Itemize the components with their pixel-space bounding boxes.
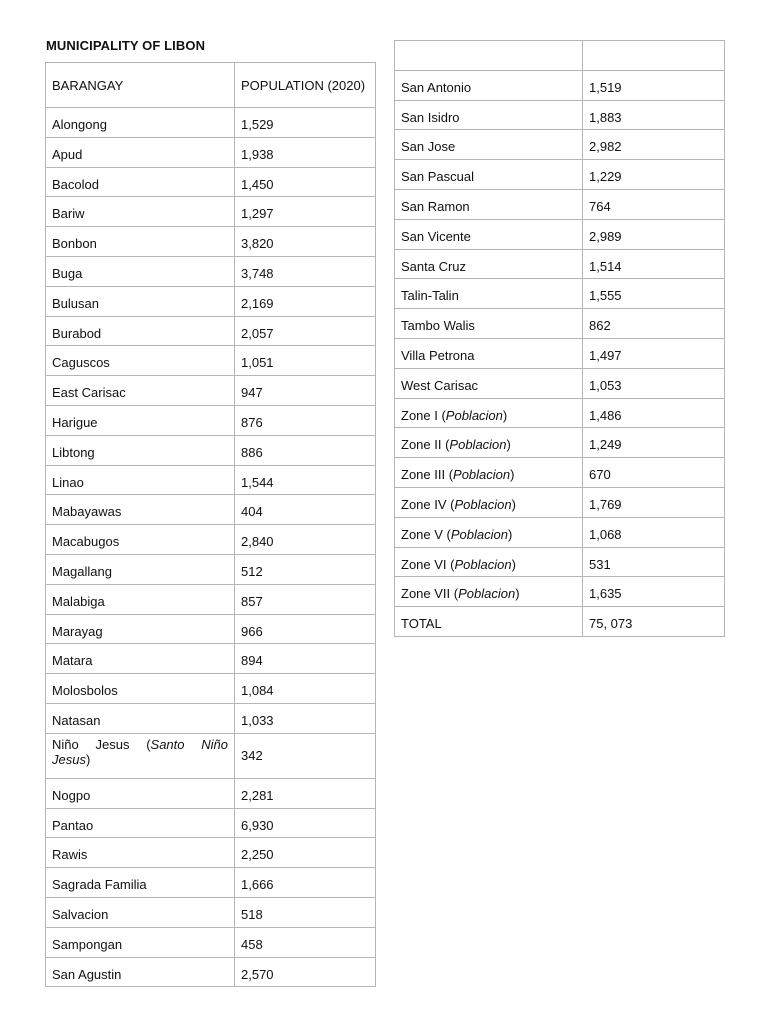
barangay-name: Malabiga	[52, 593, 105, 609]
barangay-cell	[395, 428, 583, 458]
population-cell: 2,057	[235, 316, 376, 346]
population-cell: 2,169	[235, 286, 376, 316]
barangay-name: San Vicente	[401, 228, 471, 244]
barangay-cell	[46, 405, 235, 435]
population-cell: 75, 073	[583, 607, 725, 637]
barangay-cell	[46, 957, 235, 987]
barangay-name: Apud	[52, 146, 83, 162]
population-cell: 1,249	[583, 428, 725, 458]
population-cell: 3,820	[235, 227, 376, 257]
barangay-name: Santa Cruz	[401, 258, 467, 274]
barangay-name: Matara	[52, 653, 93, 669]
population-table-left	[45, 62, 376, 987]
barangay-cell	[395, 309, 583, 339]
barangay-cell	[395, 368, 583, 398]
barangay-name: Bulusan	[52, 295, 99, 311]
barangay-cell	[395, 547, 583, 577]
barangay-cell	[46, 346, 235, 376]
table-row	[46, 435, 376, 465]
barangay-cell	[395, 279, 583, 309]
barangay-name-italic: Poblacion	[445, 407, 503, 423]
population-cell: 886	[235, 435, 376, 465]
table-row	[46, 584, 376, 614]
barangay-cell	[395, 607, 583, 637]
population-cell: 966	[235, 614, 376, 644]
table-row	[46, 495, 376, 525]
barangay-cell	[395, 219, 583, 249]
barangay-name: San Jose	[401, 139, 456, 155]
table-row	[395, 189, 725, 219]
barangay-cell	[46, 808, 235, 838]
table-row	[46, 957, 376, 987]
header-population	[583, 41, 725, 71]
table-row	[46, 197, 376, 227]
barangay-name: Buga	[52, 265, 83, 281]
barangay-cell	[46, 435, 235, 465]
barangay-name: TOTAL	[401, 616, 442, 632]
table-row	[46, 316, 376, 346]
population-cell: 1,051	[235, 346, 376, 376]
barangay-cell	[395, 189, 583, 219]
barangay-cell	[46, 227, 235, 257]
barangay-cell	[46, 614, 235, 644]
table-row	[46, 227, 376, 257]
table-row	[395, 100, 725, 130]
population-cell: 1,486	[583, 398, 725, 428]
barangay-cell	[395, 160, 583, 190]
barangay-name: Nogpo	[52, 787, 91, 803]
table-row	[395, 547, 725, 577]
barangay-cell	[46, 137, 235, 167]
barangay-name: Alongong	[52, 117, 107, 132]
barangay-name-suffix: )	[511, 496, 516, 512]
table-row	[395, 368, 725, 398]
barangay-name-suffix: )	[515, 586, 520, 602]
population-cell: 458	[235, 927, 376, 957]
barangay-cell	[46, 838, 235, 868]
table-row	[46, 465, 376, 495]
barangay-name-italic: Poblacion	[454, 496, 512, 512]
table-row	[46, 868, 376, 898]
barangay-cell	[46, 703, 235, 733]
barangay-name: San Isidro	[401, 109, 460, 125]
barangay-name-italic: Poblacion	[449, 437, 507, 453]
barangay-name: San Agustin	[52, 966, 122, 982]
table-row	[395, 487, 725, 517]
table-row	[395, 398, 725, 428]
population-cell: 2,281	[235, 778, 376, 808]
population-cell: 6,930	[235, 808, 376, 838]
population-cell: 2,989	[583, 219, 725, 249]
barangay-name: Zone III (	[401, 467, 454, 483]
population-cell: 670	[583, 458, 725, 488]
population-cell: 404	[235, 495, 376, 525]
table-row	[46, 256, 376, 286]
barangay-name-italic: Poblacion	[454, 556, 512, 572]
barangay-cell	[46, 197, 235, 227]
population-cell: 876	[235, 405, 376, 435]
table-row	[46, 838, 376, 868]
barangay-cell	[46, 927, 235, 957]
population-cell: 1,519	[583, 70, 725, 100]
barangay-cell	[395, 517, 583, 547]
header-barangay	[395, 41, 583, 71]
barangay-name: Sampongan	[52, 936, 123, 952]
barangay-name: Zone VI (	[401, 556, 455, 572]
population-cell: 1,769	[583, 487, 725, 517]
barangay-name: Marayag	[52, 623, 103, 639]
barangay-name: Molosbolos	[52, 683, 118, 699]
table-row	[46, 927, 376, 957]
table-row	[46, 167, 376, 197]
barangay-cell	[395, 338, 583, 368]
barangay-name-suffix: )	[506, 437, 511, 453]
barangay-cell	[46, 316, 235, 346]
page-title: MUNICIPALITY OF LIBON	[46, 38, 206, 53]
population-cell: 1,666	[235, 868, 376, 898]
barangay-cell	[46, 108, 235, 138]
population-cell: 1,450	[235, 167, 376, 197]
table-row	[46, 703, 376, 733]
population-cell: 512	[235, 554, 376, 584]
barangay-name: San Antonio	[401, 79, 472, 95]
table-row	[395, 249, 725, 279]
table-row	[395, 458, 725, 488]
table-header-row	[395, 41, 725, 71]
barangay-cell	[46, 554, 235, 584]
barangay-name: Sagrada Familia	[52, 877, 147, 893]
table-row	[46, 346, 376, 376]
barangay-name: Mabayawas	[52, 504, 122, 520]
table-row	[395, 70, 725, 100]
table-row	[395, 577, 725, 607]
population-cell: 531	[583, 547, 725, 577]
table-row	[46, 808, 376, 838]
barangay-cell	[46, 733, 235, 778]
barangay-name: Niño Jesus (	[52, 736, 151, 752]
barangay-name: Magallang	[52, 563, 112, 579]
barangay-name: Natasan	[52, 712, 101, 728]
barangay-cell	[46, 167, 235, 197]
table-row	[46, 644, 376, 674]
barangay-name: Tambo Walis	[401, 318, 475, 334]
population-cell: 1,555	[583, 279, 725, 309]
barangay-name-italic: Poblacion	[453, 467, 511, 483]
population-cell: 862	[583, 309, 725, 339]
barangay-name: East Carisac	[52, 385, 126, 401]
barangay-cell	[395, 100, 583, 130]
table-row	[46, 405, 376, 435]
barangay-name: Bonbon	[52, 236, 97, 252]
barangay-name: Harigue	[52, 414, 98, 430]
barangay-cell	[395, 398, 583, 428]
table-row	[46, 137, 376, 167]
population-cell: 1,053	[583, 368, 725, 398]
barangay-cell	[46, 495, 235, 525]
barangay-name: Bariw	[52, 206, 85, 222]
barangay-name: Linao	[52, 474, 84, 490]
barangay-cell	[46, 897, 235, 927]
barangay-cell	[46, 674, 235, 704]
barangay-name: Villa Petrona	[401, 347, 475, 363]
barangay-name: Macabugos	[52, 534, 120, 550]
table-row	[46, 376, 376, 406]
barangay-name: Libtong	[52, 444, 95, 460]
barangay-cell	[46, 376, 235, 406]
population-cell: 947	[235, 376, 376, 406]
table-row	[395, 309, 725, 339]
barangay-name: Zone I (	[401, 407, 446, 423]
barangay-cell	[46, 644, 235, 674]
table-row	[395, 279, 725, 309]
population-cell: 1,544	[235, 465, 376, 495]
header-barangay: BARANGAY	[46, 63, 235, 108]
barangay-name: Talin-Talin	[401, 288, 459, 304]
population-cell: 1,514	[583, 249, 725, 279]
barangay-name-suffix: )	[507, 526, 513, 542]
population-cell: 2,570	[235, 957, 376, 987]
header-population: POPULATION (2020)	[235, 63, 376, 108]
barangay-cell	[46, 465, 235, 495]
barangay-name-suffix: )	[511, 556, 516, 572]
barangay-cell	[46, 778, 235, 808]
population-cell: 857	[235, 584, 376, 614]
population-cell: 1,635	[583, 577, 725, 607]
barangay-cell	[395, 487, 583, 517]
table-row	[395, 517, 725, 547]
population-cell: 342	[235, 733, 376, 778]
barangay-cell	[395, 70, 583, 100]
table-header-row	[46, 63, 376, 108]
population-cell: 1,883	[583, 100, 725, 130]
table-row	[46, 614, 376, 644]
population-cell: 764	[583, 189, 725, 219]
barangay-name-italic: Santo Niño Jesus	[52, 736, 228, 767]
table-row	[395, 130, 725, 160]
population-cell: 1,497	[583, 338, 725, 368]
barangay-cell	[46, 868, 235, 898]
population-cell: 518	[235, 897, 376, 927]
barangay-cell	[46, 584, 235, 614]
population-cell: 1,229	[583, 160, 725, 190]
table-row	[46, 897, 376, 927]
barangay-name: Pantao	[52, 817, 94, 833]
population-cell: 1,033	[235, 703, 376, 733]
population-cell: 1,084	[235, 674, 376, 704]
barangay-name: Bacolod	[52, 176, 99, 192]
barangay-cell	[46, 256, 235, 286]
table-row	[46, 778, 376, 808]
barangay-name-suffix: )	[502, 407, 508, 423]
barangay-name: San Ramon	[401, 198, 470, 214]
barangay-cell	[395, 577, 583, 607]
barangay-name-italic: Poblacion	[458, 586, 516, 602]
table-row	[46, 674, 376, 704]
barangay-cell	[46, 525, 235, 555]
table-row	[46, 733, 376, 778]
population-cell: 894	[235, 644, 376, 674]
barangay-name: Zone VII (	[401, 586, 459, 602]
table-row	[395, 219, 725, 249]
population-cell: 1,068	[583, 517, 725, 547]
barangay-name: West Carisac	[401, 377, 479, 393]
table-row	[395, 160, 725, 190]
population-cell: 1,297	[235, 197, 376, 227]
barangay-name: Zone IV (	[401, 496, 455, 512]
barangay-name: Salvacion	[52, 906, 109, 922]
barangay-name: Burabod	[52, 325, 102, 341]
barangay-name: Caguscos	[52, 355, 110, 371]
barangay-cell	[46, 286, 235, 316]
table-row	[395, 428, 725, 458]
table-row	[46, 108, 376, 138]
table-row	[395, 607, 725, 637]
barangay-cell	[395, 458, 583, 488]
barangay-name: Zone V (	[401, 526, 451, 542]
table-row	[46, 525, 376, 555]
barangay-name: San Pascual	[401, 169, 474, 185]
population-cell: 2,840	[235, 525, 376, 555]
population-cell: 1,529	[235, 108, 376, 138]
population-cell: 2,250	[235, 838, 376, 868]
barangay-cell	[395, 249, 583, 279]
table-row	[46, 554, 376, 584]
barangay-name-suffix: )	[510, 467, 515, 483]
barangay-name: Rawis	[52, 847, 88, 863]
barangay-name: Zone II (	[401, 437, 450, 453]
table-row	[46, 286, 376, 316]
table-row	[395, 338, 725, 368]
barangay-name-italic: Poblacion	[450, 526, 508, 542]
barangay-cell	[395, 130, 583, 160]
population-cell: 1,938	[235, 137, 376, 167]
population-cell: 3,748	[235, 256, 376, 286]
barangay-name-suffix: )	[85, 751, 91, 767]
population-table-right	[394, 40, 725, 637]
population-cell: 2,982	[583, 130, 725, 160]
